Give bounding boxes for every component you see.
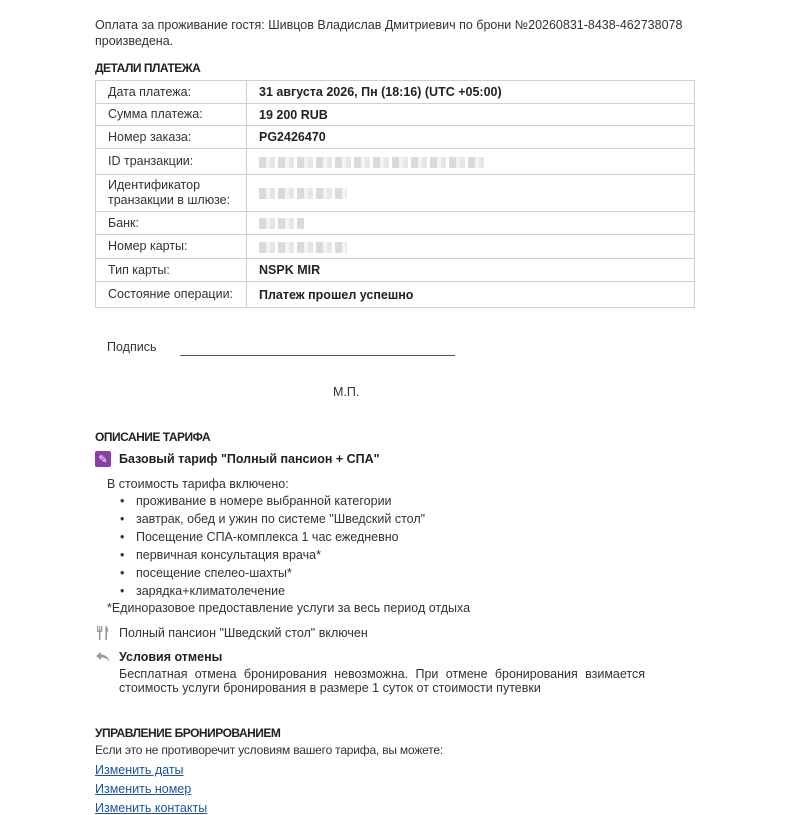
- table-row: [96, 104, 695, 126]
- row-label: ID транзакции:: [96, 149, 247, 175]
- bank-value: [247, 212, 695, 235]
- list-item: • проживание в номере выбранной категории: [107, 493, 425, 511]
- list-item: • первичная консультация врача*: [107, 547, 425, 565]
- row-label: Банк:: [96, 212, 247, 235]
- stamp-label: М.П.: [333, 385, 360, 399]
- payment-details-title: ДЕТАЛИ ПЛАТЕЖА: [95, 61, 201, 75]
- table-row: [96, 235, 695, 259]
- management-title: УПРАВЛЕНИЕ БРОНИРОВАНИЕМ: [95, 726, 281, 740]
- payment-amount-value: 19 200 RUB: [247, 104, 695, 126]
- redacted-value: [259, 242, 347, 253]
- redacted-value: [259, 218, 304, 229]
- operation-status-value: Платеж прошел успешно: [247, 282, 695, 308]
- undo-icon-svg: [95, 649, 111, 665]
- table-row: [96, 259, 695, 282]
- tariff-section-title: ОПИСАНИЕ ТАРИФА: [95, 430, 211, 444]
- list-item: • посещение спелео-шахты*: [107, 565, 425, 583]
- table-row: [96, 149, 695, 175]
- tariff-name: Базовый тариф "Полный пансион + СПА": [119, 452, 380, 466]
- undo-icon: [95, 649, 111, 665]
- row-label: Тип карты:: [96, 259, 247, 282]
- included-title: В стоимость тарифа включено:: [107, 477, 289, 491]
- cancellation-text: Бесплатная отмена бронирования невозможна. При отмене бронирования взимается стоимость услуги бронирования в размере 1 суток от стоимости путевки: [119, 667, 645, 695]
- order-number-value: PG2426470: [247, 126, 695, 149]
- signature-line: [180, 355, 455, 356]
- list-item: • Посещение СПА-комплекса 1 час ежедневно: [107, 529, 425, 547]
- signature-label: Подпись: [107, 340, 157, 354]
- transaction-id-value: [247, 149, 695, 175]
- row-label: Состояние операции:: [96, 282, 247, 308]
- redacted-value: [259, 157, 487, 168]
- change-contacts-link[interactable]: Изменить контакты: [95, 801, 208, 815]
- table-row: [96, 81, 695, 104]
- table-row: [96, 282, 695, 308]
- included-list: [107, 493, 425, 601]
- management-description: Если это не противоречит условиям вашего тарифа, вы можете:: [95, 743, 443, 757]
- gateway-transaction-id-value: [247, 175, 695, 212]
- table-row: [96, 126, 695, 149]
- change-dates-link[interactable]: Изменить даты: [95, 763, 184, 777]
- meal-plan-text: Полный пансион "Шведский стол" включен: [119, 626, 368, 640]
- included-footnote: *Единоразовое предоставление услуги за весь период отдыха: [107, 601, 471, 615]
- list-item: • завтрак, обед и ужин по системе "Шведский стол": [107, 511, 425, 529]
- row-label: Идентификатор транзакции в шлюзе:: [96, 175, 247, 212]
- edit-icon: ✎: [95, 451, 111, 467]
- payment-date-value: 31 августа 2026, Пн (18:16) (UTC +05:00): [247, 81, 695, 104]
- row-label: Номер заказа:: [96, 126, 247, 149]
- table-row: [96, 212, 695, 235]
- table-row: [96, 175, 695, 212]
- card-number-value: [247, 235, 695, 259]
- fork-knife-icon: [96, 625, 110, 641]
- row-label: Номер карты:: [96, 235, 247, 259]
- cancellation-title: Условия отмены: [119, 650, 223, 664]
- payment-details-table: [95, 80, 695, 308]
- row-label: Сумма платежа:: [96, 104, 247, 126]
- fork-knife-icon-svg: [96, 625, 110, 641]
- card-type-value: NSPK MIR: [247, 259, 695, 282]
- redacted-value: [259, 188, 347, 199]
- change-room-link[interactable]: Изменить номер: [95, 782, 192, 796]
- payment-confirmation-text: Оплата за проживание гостя: Шивцов Владислав Дмитриевич по брони №20260831-8438-462738078 произведена.: [95, 18, 683, 48]
- list-item: • зарядка+климатолечение: [107, 583, 425, 601]
- row-label: Дата платежа:: [96, 81, 247, 104]
